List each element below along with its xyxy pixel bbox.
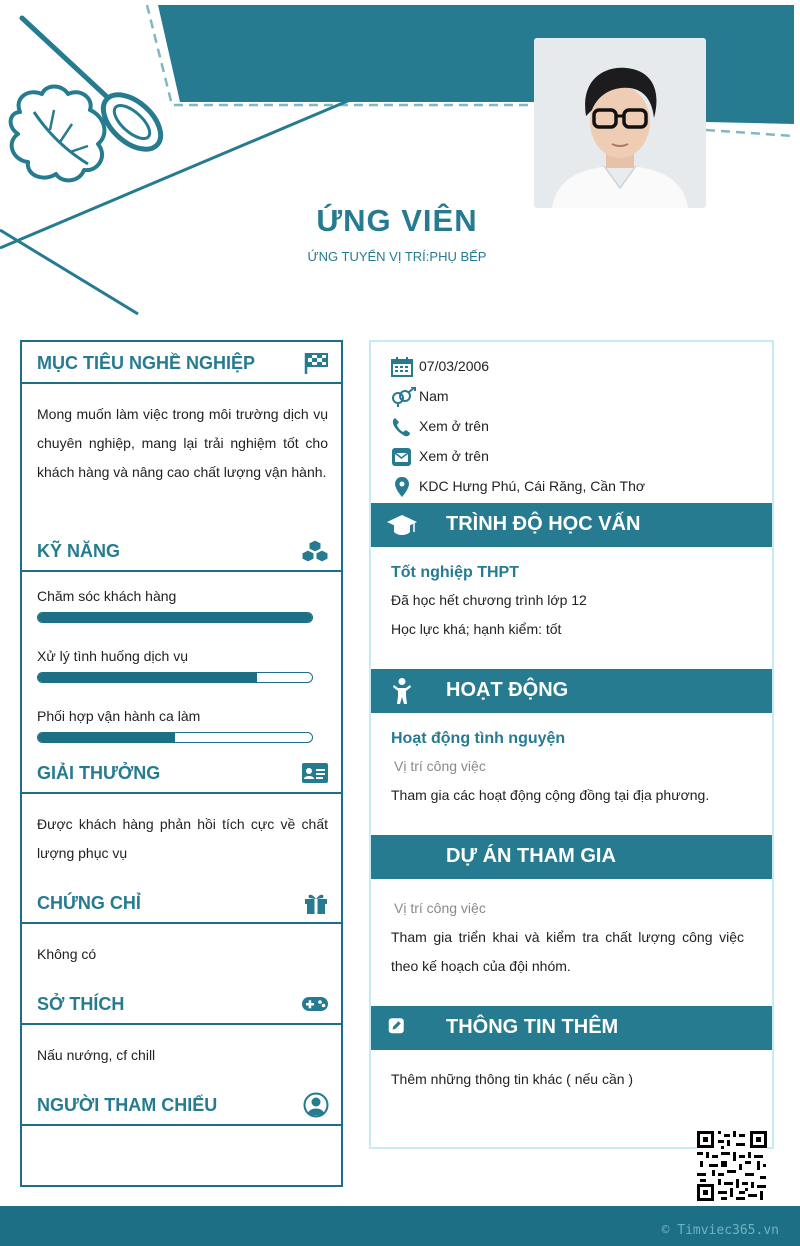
skills-title: KỸ NĂNG — [37, 541, 121, 561]
hobbies-text: Nấu nướng, cf chill — [37, 1047, 156, 1063]
applied-position: ỨNG TUYỂN VỊ TRÍ:PHỤ BẾP — [307, 249, 487, 264]
education-section-header — [371, 503, 772, 547]
awards-text: Được khách hàng phản hồi tích cực về chất lượng phục vụ — [37, 816, 328, 861]
pencil-square-icon — [388, 1016, 412, 1040]
certificates-section-header — [22, 882, 341, 924]
gamepad-icon — [301, 995, 329, 1013]
skill-level-bar — [37, 612, 313, 623]
lettuce-icon — [11, 87, 105, 181]
map-marker-icon — [391, 477, 413, 497]
education-entry-title: Tốt nghiệp THPT — [391, 564, 519, 581]
references-title: NGƯỜI THAM CHIẾU — [37, 1095, 218, 1115]
skill-name: Phối hợp vận hành ca làm — [37, 708, 201, 724]
certificates-text: Không có — [37, 946, 97, 962]
skills-section-header — [22, 530, 341, 572]
education-title: TRÌNH ĐỘ HỌC VẤN — [446, 513, 641, 535]
gender-row — [391, 385, 761, 409]
left-column — [20, 340, 343, 1187]
envelope-icon — [391, 447, 413, 467]
footer-bar — [0, 1206, 800, 1246]
projects-title: DỰ ÁN THAM GIA — [446, 845, 616, 867]
flag-icon — [303, 351, 329, 375]
birthday-row — [391, 355, 761, 379]
address-value: KDC Hưng Phú, Cái Răng, Cần Thơ — [419, 478, 646, 494]
objective-text: Mong muốn làm việc trong môi trường dịch vụ chuyên nghiệp, mang lại trải nghiệm tốt cho khách hàng và nâng cao chất lượng vận hành. — [37, 406, 328, 480]
additional-text: Thêm những thông tin khác ( nếu cần ) — [391, 1071, 634, 1087]
activities-section-header — [371, 669, 772, 713]
portrait-photo — [534, 38, 706, 208]
gender-value: Nam — [419, 388, 449, 404]
activities-entry-title: Hoạt động tình nguyện — [391, 730, 566, 747]
child-icon — [386, 677, 418, 705]
skill-name: Chăm sóc khách hàng — [37, 588, 177, 604]
activities-title: HOẠT ĐỘNG — [446, 679, 569, 701]
skill-name: Xử lý tình huống dịch vụ — [37, 648, 189, 664]
objective-section-header — [22, 342, 341, 384]
activities-role: Vị trí công việc — [394, 758, 486, 774]
phone-row — [391, 415, 761, 439]
additional-title: THÔNG TIN THÊM — [446, 1016, 619, 1038]
hobbies-title: SỞ THÍCH — [37, 994, 125, 1014]
awards-title: GIẢI THƯỞNG — [37, 763, 161, 783]
education-line: Học lực khá; hạnh kiểm: tốt — [391, 621, 562, 637]
objective-title: MỤC TIÊU NGHỀ NGHIỆP — [37, 353, 256, 373]
email-value: Xem ở trên — [419, 448, 489, 464]
avatar — [534, 38, 706, 208]
hobbies-section-header — [22, 983, 341, 1025]
education-line: Đã học hết chương trình lớp 12 — [391, 592, 587, 608]
id-card-icon — [301, 761, 329, 785]
footer-copyright: © Timviec365.vn — [661, 1223, 779, 1238]
projects-section-header — [371, 835, 772, 879]
candidate-name: ỨNG VIÊN — [316, 203, 478, 238]
graduation-cap-icon — [386, 511, 418, 539]
calendar-icon — [391, 357, 413, 377]
references-section-header — [22, 1084, 341, 1126]
phone-icon — [391, 417, 413, 437]
email-row — [391, 445, 761, 469]
address-row — [391, 475, 761, 499]
cubes-icon — [301, 539, 329, 563]
user-circle-icon — [303, 1092, 329, 1118]
projects-role: Vị trí công việc — [394, 900, 486, 916]
awards-section-header — [22, 752, 341, 794]
birthday-value: 07/03/2006 — [419, 358, 490, 374]
gender-icon — [391, 387, 417, 407]
skill-level-bar — [37, 732, 313, 743]
activities-text: Tham gia các hoạt động cộng đồng tại địa phương. — [391, 787, 710, 803]
certificates-title: CHỨNG CHỈ — [37, 893, 141, 913]
additional-section-header — [371, 1006, 772, 1050]
phone-value: Xem ở trên — [419, 418, 489, 434]
gift-icon — [303, 891, 329, 915]
projects-text: Tham gia triển khai và kiểm tra chất lượng công việc theo kế hoạch của đội nhóm. — [391, 929, 744, 974]
qr-code — [697, 1131, 767, 1201]
right-column — [369, 340, 774, 1149]
skill-level-bar — [37, 672, 313, 683]
